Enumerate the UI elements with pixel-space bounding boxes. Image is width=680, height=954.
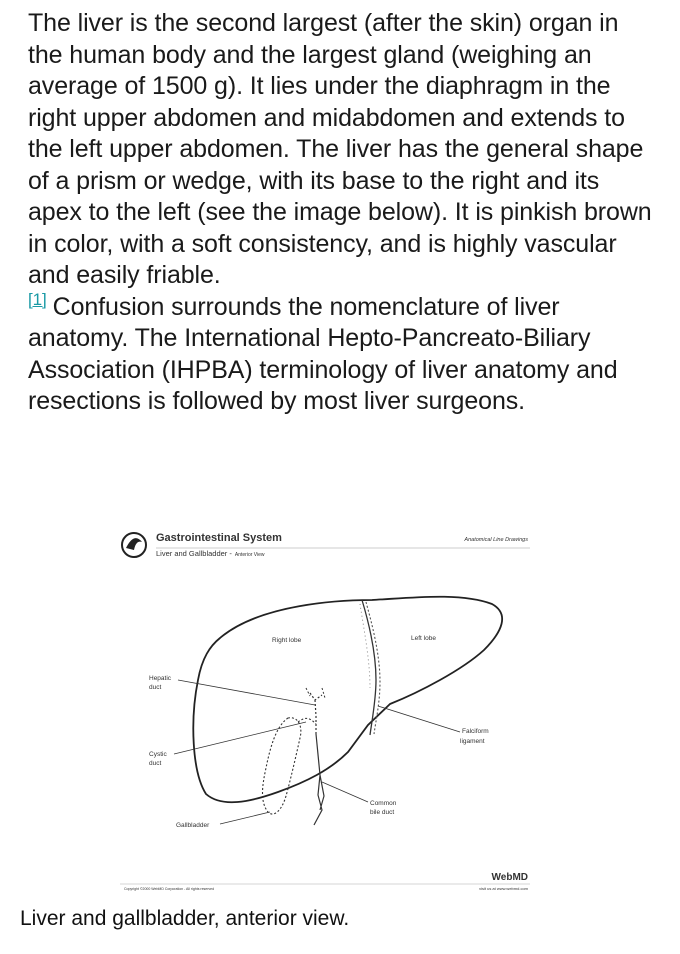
liver-figure	[110, 520, 550, 895]
figure-footer-site: visit us at www.webmd.com	[479, 886, 528, 891]
figure-footer-copyright: Copyright ©2000 WebMD Corporation - All rights reserved	[124, 887, 215, 891]
article-text	[28, 8, 658, 418]
gallbladder-outline	[263, 718, 301, 814]
article-paragraph-2	[28, 292, 658, 418]
label-cystic-duct-1: Cystic	[149, 751, 167, 758]
common-bile-duct	[314, 734, 324, 825]
label-common-bile-2: bile duct	[370, 809, 395, 816]
webmd-brand-logo: WebMD	[491, 872, 528, 883]
label-hepatic-duct-1: Hepatic	[149, 675, 172, 682]
figure-header-subtitle: Liver and Gallbladder - Anterior View	[156, 549, 265, 558]
label-common-bile-1: Common	[370, 800, 397, 807]
citation-link[interactable]: [1]	[28, 290, 47, 310]
label-left-lobe: Left lobe	[411, 635, 436, 642]
webmd-header-logo-icon	[122, 533, 146, 557]
label-falciform-2: ligament	[460, 738, 485, 745]
label-gallbladder: Gallbladder	[176, 822, 210, 829]
label-falciform-1: Falciform	[462, 728, 489, 735]
label-cystic-duct-2: duct	[149, 760, 162, 767]
figure-header-right: Anatomical Line Drawings	[464, 537, 528, 543]
article-paragraph-2-text: Confusion surrounds the nomenclature of liver anatomy. The International Hepto-Pancreato-Biliary Association (IHPBA) terminology of liver anatomy and resections is followed by most liver surgeons.	[28, 292, 618, 415]
label-hepatic-duct-2: duct	[149, 684, 162, 691]
figure-header-title: Gastrointestinal System	[156, 532, 282, 544]
liver-diagram	[110, 520, 550, 895]
article-paragraph-1: The liver is the second largest (after the skin) organ in the human body and the largest gland (weighing an average of 1500 g). It lies under the diaphragm in the right upper abdomen and midabdomen and extends to the left upper abdomen. The liver has the general shape of a prism or wedge, with its base to the right and its apex to the left (see the image below). It is pinkish brown in color, with a soft consistency, and is highly vascular and easily friable.	[28, 9, 652, 289]
hepatic-ducts	[310, 693, 322, 734]
label-right-lobe: Right lobe	[272, 637, 302, 644]
figure-caption: Liver and gallbladder, anterior view.	[20, 907, 350, 930]
liver-outline	[193, 597, 502, 803]
